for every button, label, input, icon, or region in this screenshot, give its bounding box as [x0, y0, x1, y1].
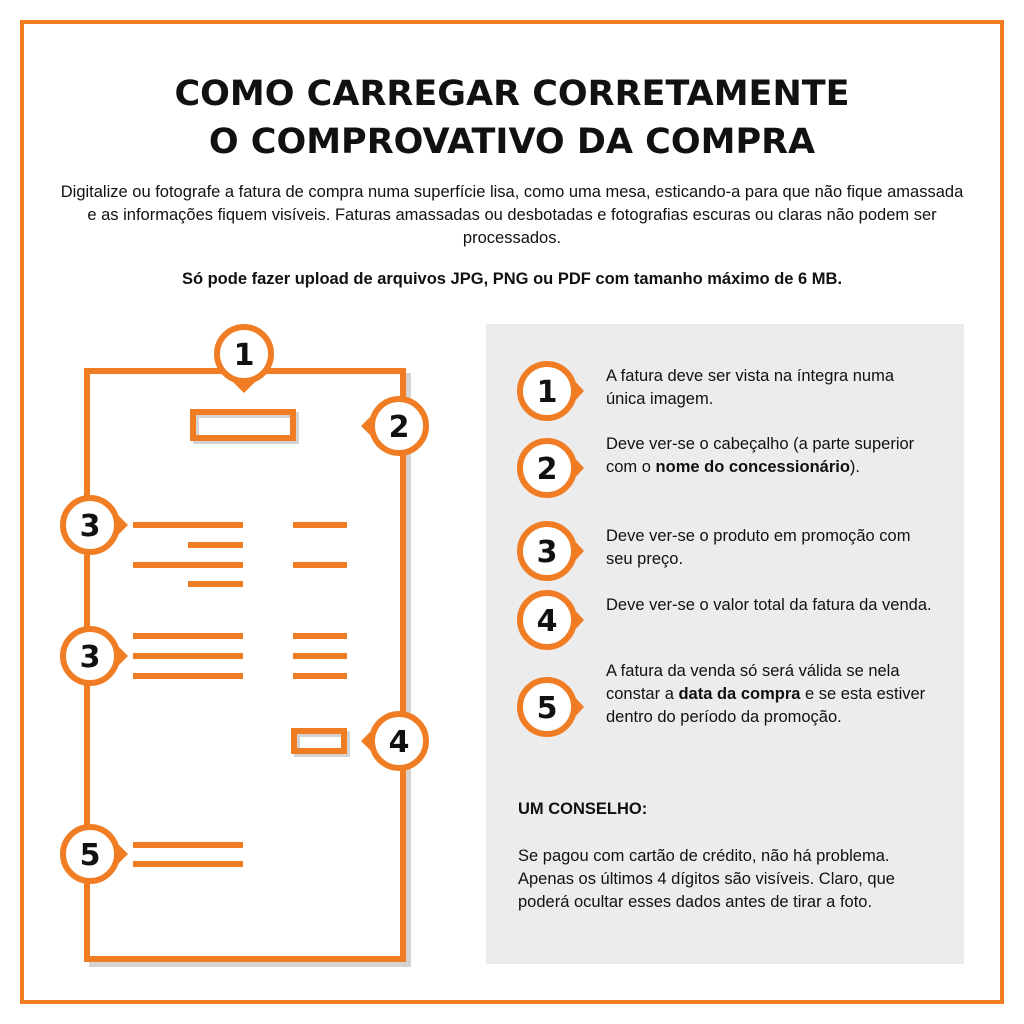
advice-title: UM CONSELHO:: [518, 800, 648, 818]
invoice-outline: [87, 371, 403, 959]
title-line-2: O COMPROVATIVO DA COMPRA: [208, 122, 816, 162]
step-5-number: 5: [536, 691, 558, 726]
intro-text: Digitalize ou fotografe a fatura de compra numa superfície lisa, como uma mesa, esticando-a para que não fique amassada e as informações fiquem visíveis. Faturas amassadas ou desbotadas e fotografias escuras ou claras não podem ser processados.: [60, 183, 964, 247]
instructions-panel: [486, 324, 964, 964]
step-2-text: [606, 433, 936, 479]
step-3-number: 3: [536, 535, 558, 570]
marker-2-number: 2: [388, 410, 410, 445]
step-2-number: 2: [536, 452, 558, 487]
marker-5-number: 5: [79, 838, 101, 873]
marker-3b-number: 3: [79, 640, 101, 675]
step-2-text-part: Deve ver-se o cabeçalho (a parte superior com o: [606, 435, 915, 476]
step-1-number: 1: [536, 375, 558, 410]
step-1-badge: [514, 360, 588, 422]
marker-1-number: 1: [233, 338, 255, 373]
advice-text: Se pagou com cartão de crédito, não há problema. Apenas os últimos 4 dígitos são visíveis. Claro, que poderá ocultar esses dados antes de tirar a foto.: [518, 847, 895, 911]
step-4-badge: [514, 589, 588, 651]
file-requirements-note: Só pode fazer upload de arquivos JPG, PNG ou PDF com tamanho máximo de 6 MB.: [181, 270, 843, 288]
step-2-badge: [514, 437, 588, 499]
step-2-text-bold: nome do concessionário: [655, 458, 850, 476]
marker-4-number: 4: [388, 725, 410, 760]
step-4-number: 4: [536, 604, 558, 639]
step-5-badge: [514, 676, 588, 738]
step-5-text-bold: data da compra: [678, 685, 801, 703]
step-3-badge: [514, 520, 588, 582]
step-5-text-part: A fatura da venda só será válida se nela constar a: [606, 662, 900, 703]
step-2-text-end: ).: [849, 458, 860, 476]
step-4-text: Deve ver-se o valor total da fatura da venda.: [606, 596, 932, 614]
marker-3a-number: 3: [79, 509, 101, 544]
step-1-text: A fatura deve ser vista na íntegra numa única imagem.: [606, 367, 895, 408]
step-5-text-end: e se esta estiver dentro do período da promoção.: [606, 685, 926, 726]
step-3-text: Deve ver-se o produto em promoção com seu preço.: [606, 527, 911, 568]
title-line-1: COMO CARREGAR CORRETAMENTE: [174, 74, 850, 114]
step-5-text: [606, 660, 936, 729]
